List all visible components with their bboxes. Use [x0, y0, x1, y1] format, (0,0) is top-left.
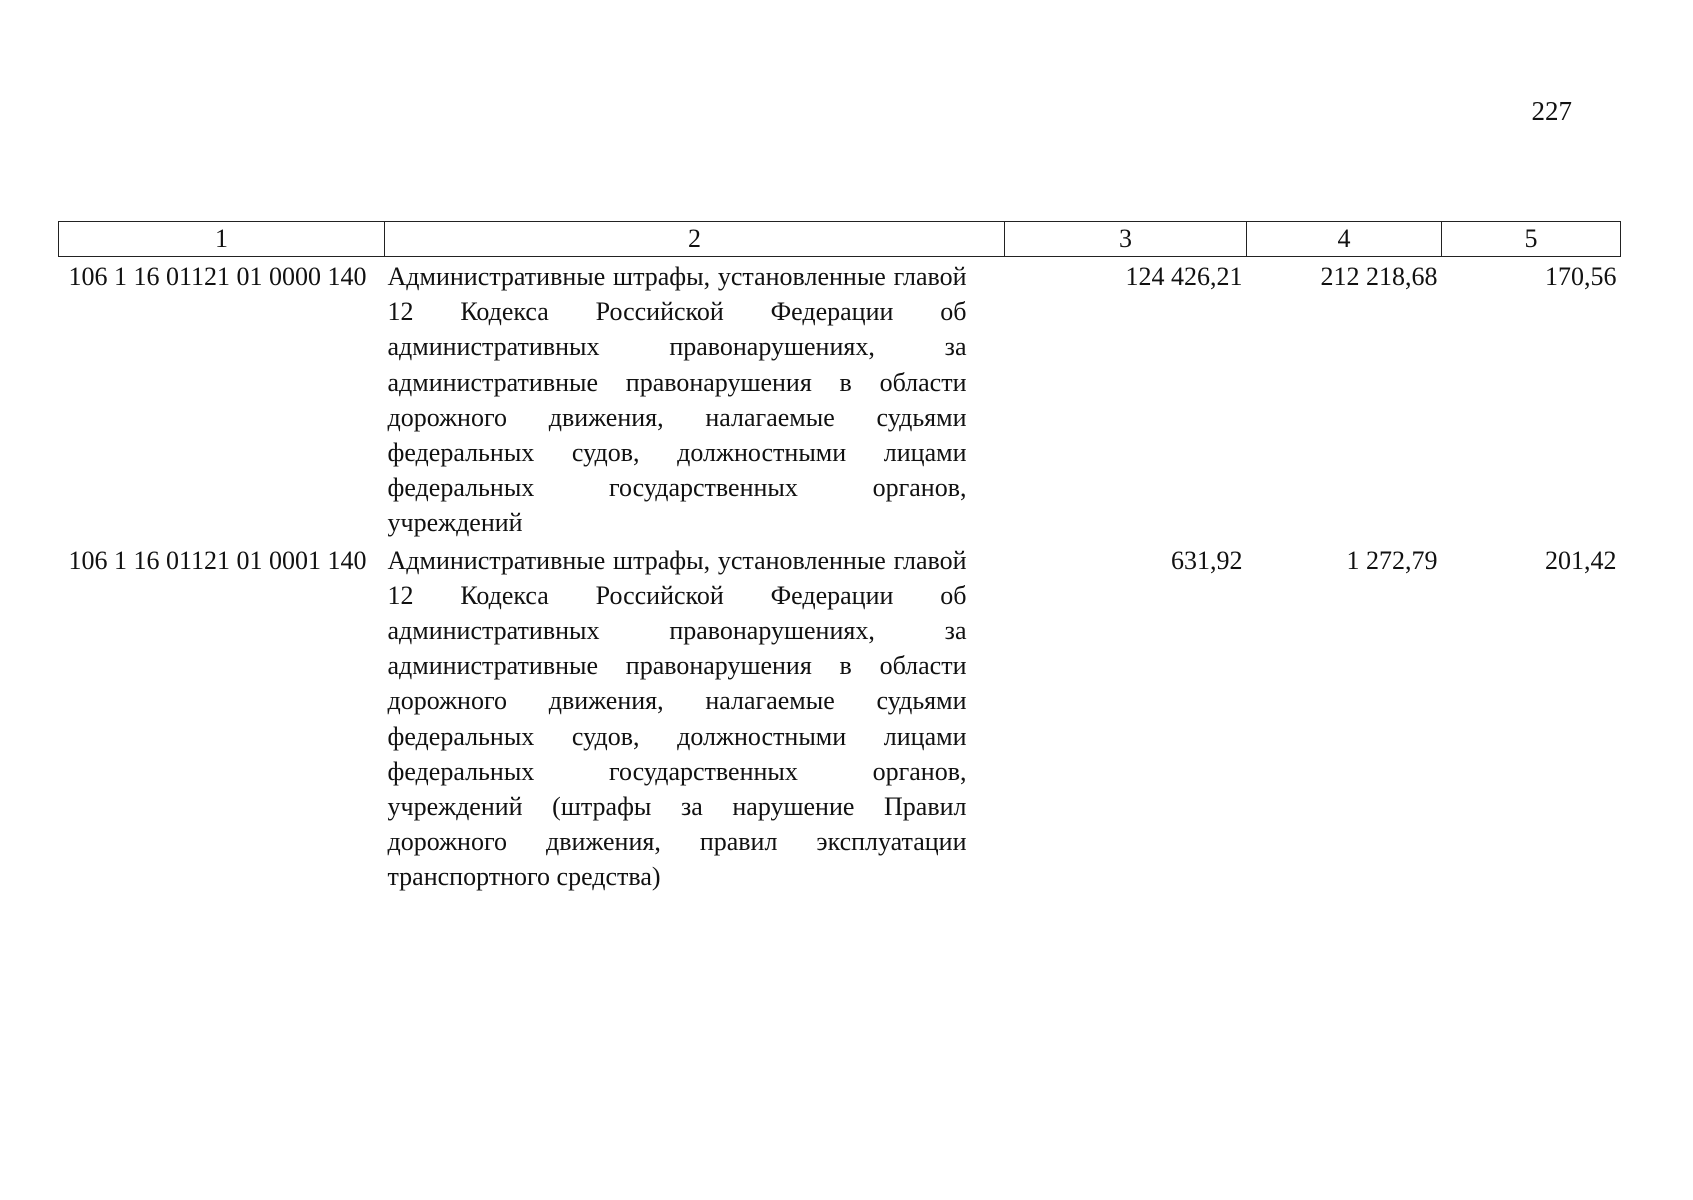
- column-header-1: 1: [59, 222, 385, 257]
- row-code: 106 1 16 01121 01 0001 140: [68, 545, 367, 575]
- table-row: [59, 257, 1621, 541]
- row-value-col4: 212 218,68: [1320, 262, 1438, 291]
- row-value-col4: 1 272,79: [1346, 545, 1438, 575]
- row-value-col5: 170,56: [1545, 262, 1617, 291]
- column-header-3: 3: [1005, 222, 1247, 257]
- row-value-col3: 124 426,21: [1125, 262, 1243, 291]
- row-description: Административные штрафы, установленные главой 12 Кодекса Российской Федерации об административных правонарушениях, за административные правонарушения в области дорожного движения, налагаемые судьями федеральных судов, должностными лицами федеральных государственных органов, учреждений (штрафы за нарушение Правил дорожного движения, правил эксплуатации транспортного средства): [387, 545, 967, 892]
- row-value-col5: 201,42: [1545, 545, 1617, 575]
- column-header-4: 4: [1247, 222, 1442, 257]
- table-header-row: [59, 222, 1621, 257]
- budget-table: [58, 221, 1621, 895]
- column-header-2: 2: [385, 222, 1005, 257]
- column-header-5: 5: [1442, 222, 1621, 257]
- table-row: [59, 541, 1621, 895]
- row-value-col3: 631,92: [1171, 545, 1243, 575]
- page-number: 227: [1531, 96, 1572, 126]
- row-code: 106 1 16 01121 01 0000 140: [68, 262, 367, 291]
- row-description: Административные штрафы, установленные главой 12 Кодекса Российской Федерации об административных правонарушениях, за административные правонарушения в области дорожного движения, налагаемые судьями федеральных судов, должностными лицами федеральных государственных органов, учреждений: [387, 262, 967, 538]
